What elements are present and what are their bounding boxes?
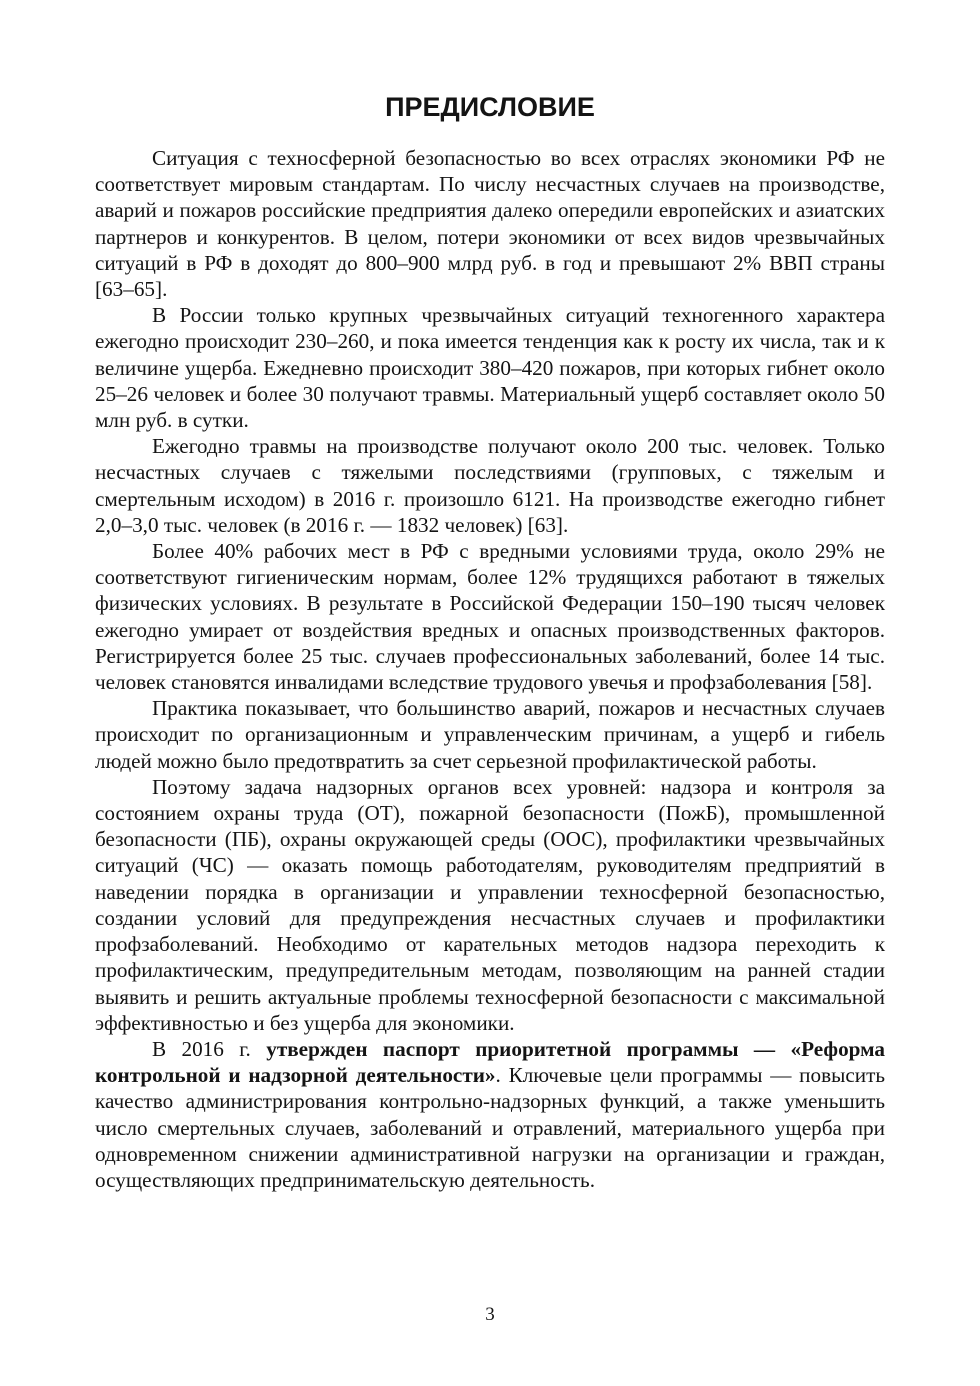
- paragraph-practice: Практика показывает, что большинство аварий, пожаров и несчастных случаев происходит по организационным и управленческим причинам, а ущерб и гибель людей можно было предотвратить за счет серьезной профилактической работы.: [95, 696, 885, 773]
- paragraph-injuries: Ежегодно травмы на производстве получают около 200 тыс. человек. Только несчастных случаев с тяжелыми последствиями (групповых, с тяжелым и смертельным исходом) в 2016 г. произошло 6121. На производстве ежегодно гибнет 2,0–3,0 тыс. человек (в 2016 г. — 1832 человек) [63].: [95, 434, 885, 537]
- paragraph-intro: Ситуация с техносферной безопасностью во всех отраслях экономики РФ не соответствует мировым стандартам. По числу несчастных случаев на производстве, аварий и пожаров российские предприятия далеко опередили европейских и азиатских партнеров и конкурентов. В целом, потери экономики от всех видов чрезвычайных ситуаций в РФ в доходят до 800–900 млрд руб. в год и превышают 2% ВВП страны [63–65].: [95, 146, 885, 302]
- paragraph-reform-program: [95, 1036, 885, 1193]
- body-text: [95, 145, 885, 1193]
- reform-lead-text: В 2016 г.: [152, 1036, 267, 1061]
- reform-bold-text: утвержден паспорт приоритетной программы — «Реформа контрольной и надзорной деятельности»: [95, 1036, 886, 1088]
- paragraph-emergencies: В России только крупных чрезвычайных ситуаций техногенного характера ежегодно происходит 230–260, и пока имеется тенденция как к росту их числа, так и к величине ущерба. Ежедневно происходит 380–420 пожаров, при которых гибнет около 25–26 человек и более 30 получают травмы. Материальный ущерб составляет около 50 млн руб. в сутки.: [95, 303, 885, 433]
- paragraph-working-conditions: Более 40% рабочих мест в РФ с вредными условиями труда, около 29% не соответствуют гигиеническим нормам, более 12% трудящихся работают в тяжелых физических условиях. В результате в Российской Федерации 150–190 тысяч человек ежегодно умирает от воздействия вредных и опасных производственных факторов. Регистрируется более 25 тыс. случаев профессиональных заболеваний, более 14 тыс. человек становятся инвалидами вследствие трудового увечья и профзаболевания [58].: [95, 539, 885, 695]
- reform-rest-text: . Ключевые цели программы — повысить качество администрирования контрольно-надзорных функций, а также уменьшить число смертельных случаев, заболеваний и отравлений, материального ущерба при одновременном снижении административной нагрузки на организации и граждан, осуществляющих предпринимательскую деятельность.: [95, 1063, 885, 1192]
- paragraph-supervision-task: Поэтому задача надзорных органов всех уровней: надзора и контроля за состоянием охраны труда (ОТ), пожарной безопасности (ПожБ), промышленной безопасности (ПБ), охраны окружающей среды (ООС), профилактики чрезвычайных ситуаций (ЧС) — оказать помощь работодателям, руководителям предприятий в наведении порядка в организации и управлении техносферной безопасностью, создании условий для предупреждения несчастных случаев и профилактики профзаболеваний. Необходимо от карательных методов надзора переходить к профилактическим, предупредительным методам, позволяющим на ранней стадии выявить и решить актуальные проблемы техносферной безопасности с максимальной эффективностью и без ущерба для экономики.: [95, 774, 885, 1035]
- page-number: 3: [485, 1304, 495, 1325]
- page-title: ПРЕДИСЛОВИЕ: [385, 92, 595, 122]
